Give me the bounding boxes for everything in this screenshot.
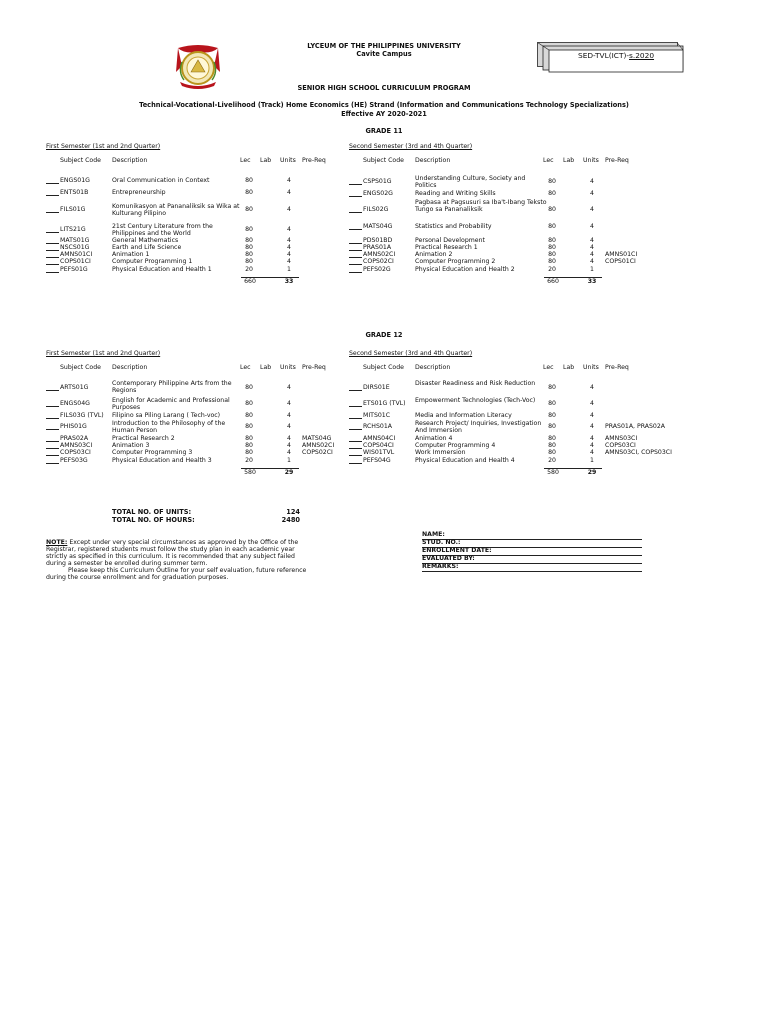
table-row [349,199,649,221]
prerequisite: COPS01CI [605,258,636,265]
total-hours-value: 2480 [281,516,300,524]
note-paragraph [46,539,310,581]
total-units: 29 [587,469,597,476]
lecture-hours: 80 [245,251,253,258]
table-row [46,435,346,442]
blank-grade-line [349,400,362,407]
lecture-hours: 20 [548,457,556,464]
units-value: 4 [287,258,291,265]
blank-grade-line [349,178,362,185]
subject-code: PDS01BD [363,237,393,244]
units-value: 4 [287,244,291,251]
prerequisite: COPS02CI [302,449,333,456]
column-description: Description [112,157,148,164]
subject-code: ETS01G (TVL) [363,400,406,407]
semester-heading: Second Semester (3rd and 4th Quarter) [349,143,473,150]
subject-description: Animation 2 [415,251,453,258]
table-row [46,397,346,411]
units-value: 4 [287,442,291,449]
lecture-hours: 80 [548,178,556,185]
column-subject-code: Subject Code [60,157,101,164]
units-value: 4 [590,442,594,449]
campus-name: Cavite Campus [356,50,412,58]
column-prereq: Pre-Req [605,364,629,371]
table-row [46,223,346,237]
student-field-4: REMARKS: [422,563,642,572]
blank-grade-line [349,442,362,449]
subject-code: ARTS01G [60,384,89,391]
column-subject-code: Subject Code [363,364,404,371]
units-value: 1 [590,266,594,273]
subject-code: COPS03CI [60,449,91,456]
blank-grade-line [46,412,59,419]
table-row [349,244,649,251]
table-row [349,420,666,434]
units-value: 4 [590,258,594,265]
prerequisite: COPS03CI [605,442,636,449]
semester-heading: First Semester (1st and 2nd Quarter) [46,143,161,150]
subject-description: Pagbasa at Pagsusuri sa Iba't-Ibang Teksto Tungo sa Pananaliksik [415,199,547,213]
table-row [349,258,649,265]
blank-grade-line [46,226,59,233]
subject-description: Empowerment Technologies (Tech-Voc) [415,397,536,404]
table-row [46,442,346,449]
column-units: Units [583,157,599,164]
subject-description: Animation 1 [112,251,150,258]
table-row [349,251,649,258]
table-row [349,449,672,456]
semester-heading: Second Semester (3rd and 4th Quarter) [349,350,473,357]
prerequisite: MATS04G [302,435,332,442]
table-row [349,175,649,189]
units-value: 4 [590,400,594,407]
lecture-hours: 80 [548,258,556,265]
subject-description: Computer Programming 1 [112,258,193,265]
subject-code: AMNS02CI [363,251,396,258]
subject-description: Computer Programming 2 [415,258,496,265]
lecture-hours: 80 [245,189,253,196]
lecture-hours: 80 [245,226,253,233]
student-field-0: NAME: [422,531,642,540]
units-value: 4 [590,423,594,430]
column-description: Description [415,157,451,164]
subject-description: Oral Communication in Context [112,177,210,184]
semester-total [46,277,346,287]
prerequisite: AMNS03CI, COPS03CI [605,449,672,456]
note-label: NOTE: [46,539,68,546]
subject-code: PEFS02G [363,266,391,273]
table-row [46,412,346,420]
units-value: 4 [287,384,291,391]
total-hours-label: TOTAL NO. OF HOURS: [112,516,195,524]
units-value: 4 [287,435,291,442]
blank-grade-line [349,223,362,230]
subject-description: Media and Information Literacy [415,412,512,419]
blank-grade-line [46,206,59,213]
total-lec: 580 [244,469,256,476]
table-row [46,420,346,434]
blank-grade-line [349,423,362,430]
units-value: 4 [287,423,291,430]
column-prereq: Pre-Req [605,157,629,164]
units-value: 4 [287,237,291,244]
column-lab: Lab [563,364,575,371]
note-text: Except under very special circumstances as approved by the Office of the Registrar, registered students must follow the study plan in each academic year strictly as specified in this curriculum. It is recommended that any subject failed during a semester be enrolled during summer term. [46,539,299,567]
table-row [46,244,346,251]
subject-description: Practical Research 2 [112,435,175,442]
table-row [46,457,346,464]
column-subject-code: Subject Code [60,364,101,371]
total-lec: 660 [244,278,256,285]
total-units-value: 124 [286,508,300,516]
document-code-prefix: SED-TVL(ICT)- [578,51,630,60]
blank-grade-line [349,258,362,265]
blank-grade-line [46,449,59,456]
lecture-hours: 80 [245,423,253,430]
subject-code: MATS01G [60,237,90,244]
subject-description: Earth and Life Science [112,244,182,251]
blank-grade-line [349,190,362,197]
blank-grade-line [46,237,59,244]
table-row [349,397,649,411]
lecture-hours: 80 [245,449,253,456]
semester-total [349,468,649,478]
total-units: 29 [284,469,294,476]
units-value: 4 [590,412,594,419]
subject-description: Physical Education and Health 3 [112,457,212,464]
subject-description: Computer Programming 3 [112,449,193,456]
units-value: 4 [590,206,594,213]
subject-code: DIRS01E [363,384,390,391]
prerequisite: AMNS02CI [302,442,335,449]
units-value: 4 [590,384,594,391]
lecture-hours: 80 [548,435,556,442]
column-description: Description [415,364,451,371]
subject-description: Introduction to the Philosophy of the Human Person [112,420,226,434]
units-value: 4 [590,237,594,244]
subject-description: Entrepreneurship [112,189,166,196]
blank-grade-line [46,251,59,258]
subject-description: Research Project/ Inquiries, Investigation And Immersion [415,420,542,434]
lecture-hours: 80 [548,251,556,258]
subject-description: Practical Research 1 [415,244,478,251]
blank-grade-line [46,384,59,391]
table-row [349,412,649,420]
table-row [349,237,649,244]
lecture-hours: 20 [245,457,253,464]
column-units: Units [280,364,296,371]
subject-description: 21st Century Literature from the Philippines and the World [112,223,213,237]
table-row [46,449,346,456]
column-lec: Lec [543,157,554,164]
blank-grade-line [46,177,59,184]
blank-grade-line [46,189,59,196]
subject-code: ENGS02G [363,190,393,197]
subject-code: COPS01CI [60,258,91,265]
blank-grade-line [349,384,362,391]
blank-grade-line [349,449,362,456]
lecture-hours: 80 [548,449,556,456]
lecture-hours: 20 [548,266,556,273]
blank-grade-line [46,442,59,449]
subject-code: AMNS04CI [363,435,396,442]
student-field-2: ENROLLMENT DATE: [422,547,642,556]
blank-grade-line [46,244,59,251]
lecture-hours: 80 [245,442,253,449]
student-field-1: STUD. NO.: [422,539,642,548]
program-title: SENIOR HIGH SCHOOL CURRICULUM PROGRAM [297,84,471,92]
column-prereq: Pre-Req [302,157,326,164]
blank-grade-line [46,457,59,464]
column-description: Description [112,364,148,371]
units-value: 4 [287,189,291,196]
grade-12-title: GRADE 12 [365,331,403,339]
subject-description: Physical Education and Health 2 [415,266,515,273]
lecture-hours: 80 [548,237,556,244]
blank-grade-line [349,457,362,464]
semester-total [46,468,346,478]
subject-code: NSCS01G [60,244,90,251]
subject-code: FILS02G [363,206,389,213]
lecture-hours: 80 [548,412,556,419]
subject-code: ENGS01G [60,177,90,184]
column-subject-code: Subject Code [363,157,404,164]
total-units: 33 [587,278,597,285]
table-row [46,177,346,185]
lecture-hours: 80 [548,384,556,391]
subject-code: PRAS01A [363,244,392,251]
document-code-suffix: s.2020 [629,51,655,60]
total-lec: 660 [547,278,559,285]
table-row [349,457,649,464]
lecture-hours: 80 [245,258,253,265]
subject-code: AMNS01CI [60,251,93,258]
subject-code: CSPS01G [363,178,392,185]
subject-description: Disaster Readiness and Risk Reduction [415,380,536,387]
subject-code: PEFS04G [363,457,391,464]
units-value: 4 [590,435,594,442]
subject-description: Work Immersion [415,449,466,456]
units-value: 4 [590,190,594,197]
subject-code: PRAS02A [60,435,89,442]
lecture-hours: 80 [245,177,253,184]
subject-description: English for Academic and Professional Purposes [112,397,230,411]
subject-code: FILS03G (TVL) [60,412,104,419]
table-row [349,190,649,198]
column-lec: Lec [240,157,251,164]
table-row [349,266,649,273]
subject-description: Contemporary Philippine Arts from the Regions [112,380,232,394]
total-lec: 580 [547,469,559,476]
subject-code: MITS01C [363,412,391,419]
subject-code: LITS21G [60,226,86,233]
units-value: 4 [590,223,594,230]
subject-code: WIS01TVL [363,449,395,456]
blank-grade-line [46,423,59,430]
table-row [46,189,346,197]
lecture-hours: 80 [245,384,253,391]
subject-description: Animation 3 [112,442,150,449]
subject-code: RCHS01A [363,423,392,430]
blank-grade-line [349,244,362,251]
lecture-hours: 80 [245,412,253,419]
grade-11-title: GRADE 11 [365,127,403,135]
subject-description: Personal Development [415,237,485,244]
lecture-hours: 80 [548,206,556,213]
prerequisite: AMNS01CI [605,251,638,258]
subject-code: MATS04G [363,223,393,230]
blank-grade-line [46,435,59,442]
university-name: LYCEUM OF THE PHILIPPINES UNIVERSITY [307,42,461,50]
units-value: 1 [287,457,291,464]
column-lec: Lec [240,364,251,371]
lecture-hours: 80 [245,244,253,251]
lecture-hours: 80 [548,190,556,197]
lecture-hours: 80 [548,442,556,449]
units-value: 4 [590,178,594,185]
document-code [578,51,654,60]
column-units: Units [280,157,296,164]
lecture-hours: 80 [548,423,556,430]
units-value: 4 [590,244,594,251]
lecture-hours: 80 [245,400,253,407]
table-row [46,203,346,217]
lecture-hours: 20 [245,266,253,273]
units-value: 4 [590,449,594,456]
table-row [46,251,346,258]
note-text-2: Please keep this Curriculum Outline for your self evaluation, future reference during the course enrollment and for graduation purposes. [46,567,307,581]
units-value: 4 [287,449,291,456]
subject-code: PEFS01G [60,266,88,273]
blank-grade-line [46,400,59,407]
column-lab: Lab [563,157,575,164]
subject-description: Animation 4 [415,435,453,442]
effective-year: Effective AY 2020-2021 [341,110,427,118]
units-value: 1 [590,457,594,464]
subject-description: Understanding Culture, Society and Politics [415,175,526,189]
blank-grade-line [349,266,362,273]
subject-description: General Mathematics [112,237,179,244]
units-value: 4 [287,206,291,213]
subject-code: COPS02CI [363,258,394,265]
subject-description: Komunikasyon at Pananaliksik sa Wika at Kulturang Pilipino [112,203,240,217]
subject-code: PEFS03G [60,457,88,464]
subject-code: ENGS04G [60,400,90,407]
blank-grade-line [46,258,59,265]
units-value: 4 [287,177,291,184]
blank-grade-line [349,206,362,213]
table-row [46,380,346,396]
column-lab: Lab [260,364,272,371]
strand-title: Technical-Vocational-Livelihood (Track) Home Economics (HE) Strand (Information and Communications Technology Specializations) [139,101,629,109]
column-units: Units [583,364,599,371]
subject-description: Physical Education and Health 1 [112,266,212,273]
units-value: 4 [287,400,291,407]
subject-code: PHIS01G [60,423,87,430]
blank-grade-line [349,237,362,244]
lecture-hours: 80 [245,206,253,213]
semester-heading: First Semester (1st and 2nd Quarter) [46,350,161,357]
prerequisite: AMNS03CI [605,435,638,442]
subject-code: ENTS01B [60,189,89,196]
lecture-hours: 80 [245,237,253,244]
subject-code: FILS01G [60,206,86,213]
blank-grade-line [349,251,362,258]
table-row [349,380,649,396]
subject-description: Statistics and Probability [415,223,492,230]
lecture-hours: 80 [548,244,556,251]
subject-description: Computer Programming 4 [415,442,496,449]
table-row [349,442,649,449]
prerequisite: PRAS01A, PRAS02A [605,423,666,430]
table-row [46,258,346,265]
lecture-hours: 80 [548,400,556,407]
units-value: 4 [287,412,291,419]
subject-description: Physical Education and Health 4 [415,457,515,464]
lecture-hours: 80 [245,435,253,442]
table-row [349,435,649,442]
subject-description: Reading and Writing Skills [415,190,496,197]
units-value: 4 [590,251,594,258]
subject-description: Filipino sa Piling Larang ( Tech-voc) [112,412,221,419]
table-row [46,266,346,273]
subject-code: COPS04CI [363,442,394,449]
units-value: 4 [287,251,291,258]
units-value: 1 [287,266,291,273]
column-prereq: Pre-Req [302,364,326,371]
column-lec: Lec [543,364,554,371]
semester-total [349,277,649,287]
student-field-3: EVALUATED BY: [422,555,642,564]
total-units-label: TOTAL NO. OF UNITS: [112,508,192,516]
column-lab: Lab [260,157,272,164]
blank-grade-line [349,412,362,419]
lecture-hours: 80 [548,223,556,230]
blank-grade-line [46,266,59,273]
subject-code: AMNS03CI [60,442,93,449]
table-row [349,223,649,231]
table-row [46,237,346,244]
units-value: 4 [287,226,291,233]
total-units: 33 [284,278,294,285]
blank-grade-line [349,435,362,442]
